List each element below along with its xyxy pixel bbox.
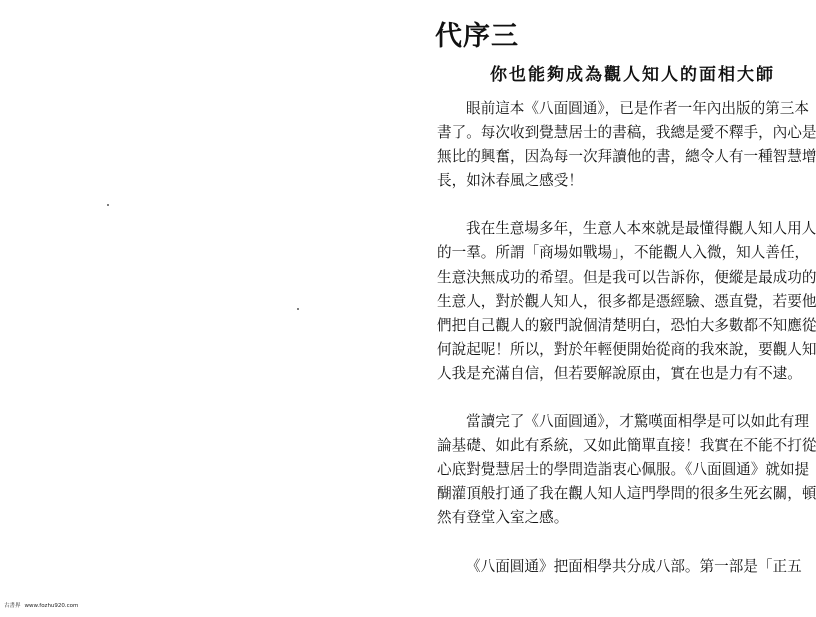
watermark-site: www.fozhu920.com — [24, 603, 79, 609]
text-line: 人我是充滿自信，但若要解說原由，實在也是力有不逮。 — [437, 364, 802, 382]
paragraph-1 — [437, 97, 816, 193]
text-line: 書了。每次收到覺慧居士的書稿，我總是愛不釋手，內心是 — [437, 124, 816, 142]
footer-watermark — [4, 601, 78, 609]
text-line: 論基礎、如此有系統，又如此簡單直接！我實在不能不打從 — [437, 437, 816, 455]
text-line: 無比的興奮，因為每一次拜讀他的書，總令人有一種智慧增 — [437, 148, 816, 166]
left-page-blank — [0, 0, 396, 617]
paragraph-4 — [437, 555, 802, 579]
text-line: 醐灌頂般打通了我在觀人知人這門學問的很多生死玄關，頓 — [437, 485, 816, 503]
text-line: 的一羣。所謂「商場如戰場」，不能觀人入微，知人善任， — [437, 244, 810, 262]
paragraph-3 — [437, 410, 816, 530]
text-line: 生意決無成功的希望。但是我可以告訴你，便縱是最成功的 — [437, 268, 816, 286]
text-line: 們把自己觀人的竅門說個清楚明白，恐怕大多數都不知應從 — [437, 316, 816, 334]
text-line: 《八面圓通》把面相學共分成八部。第一部是「正五 — [466, 557, 802, 575]
scan-speck — [107, 204, 109, 206]
text-line: 眼前這本《八面圓通》，已是作者一年內出版的第三本 — [466, 100, 809, 117]
text-line: 我在生意場多年，生意人本來就是最懂得觀人知人用人 — [466, 220, 816, 238]
body-text — [437, 97, 816, 579]
text-line: 何說起呢！所以，對於年輕便開始從商的我來說，要觀人知 — [437, 340, 816, 358]
text-line: 然有登堂入室之感。 — [437, 509, 569, 527]
chapter-subtitle: 你也能夠成為觀人知人的面相大師 — [490, 65, 775, 85]
paragraph-2 — [437, 217, 816, 386]
text-line: 當讀完了《八面圓通》，才驚嘆面相學是可以如此有理 — [466, 413, 809, 431]
chapter-title: 代序三 — [435, 21, 519, 52]
right-page — [400, 0, 816, 617]
text-line: 長，如沐春風之感受！ — [437, 172, 583, 190]
text-line: 生意人，對於觀人知人，很多都是憑經驗、憑直覺，若要他 — [437, 292, 816, 310]
scan-speck — [297, 308, 299, 310]
text-line: 心底對覺慧居士的學問造詣衷心佩服。《八面圓通》就如提 — [437, 461, 810, 479]
watermark-label: 古書界 — [4, 603, 21, 609]
